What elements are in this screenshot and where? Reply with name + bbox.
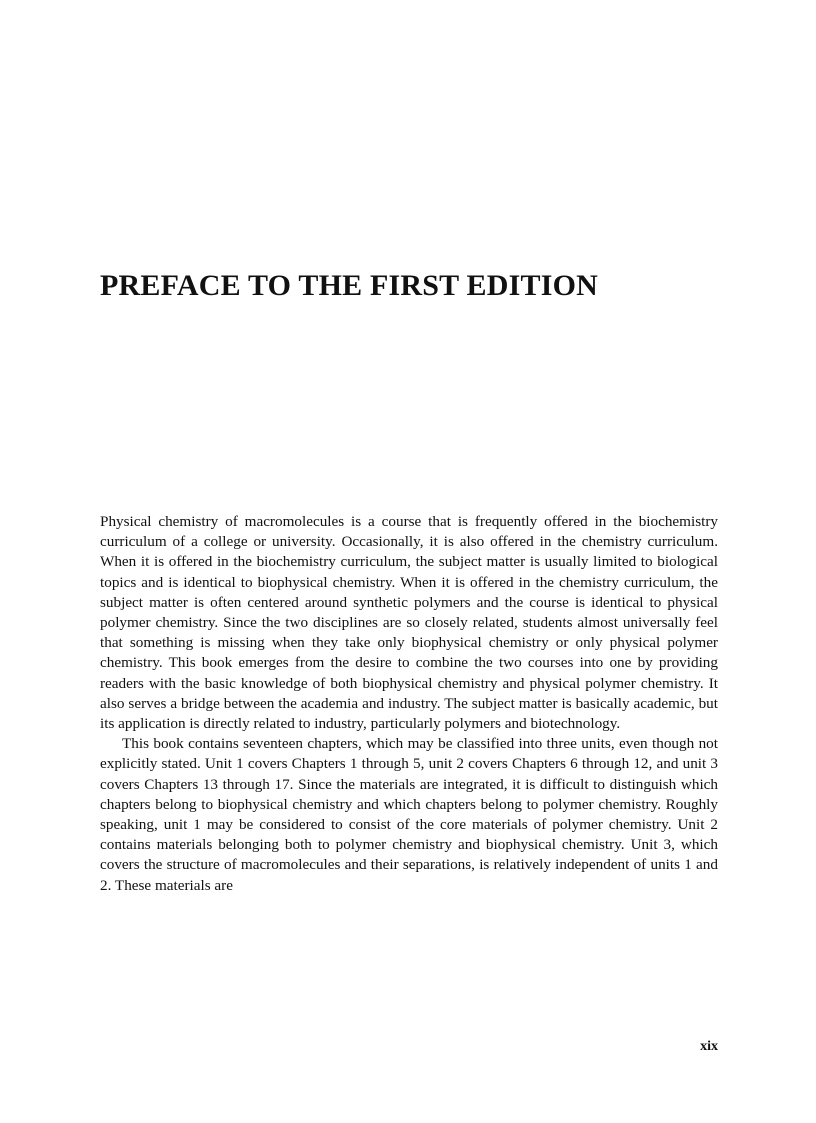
page-title: PREFACE TO THE FIRST EDITION <box>100 269 598 302</box>
paragraph-2: This book contains seventeen chapters, which may be classified into three units, even though not explicitly stated. Unit 1 covers Chapters 1 through 5, unit 2 covers Chapters 6 through 12, and unit 3 covers Chapters 13 through 17. Since the materials are integrated, it is difficult to distinguish which chapters belong to biophysical chemistry and which chapters belong to polymer chemistry. Roughly speaking, unit 1 may be considered to consist of the core materials of polymer chemistry. Unit 2 contains materials belonging both to polymer chemistry and biophysical chemistry. Unit 3, which covers the structure of macromolecules and their separations, is relatively independent of units 1 and 2. These materials are <box>100 735 718 894</box>
paragraph-1: Physical chemistry of macromolecules is a course that is frequently offered in the biochemistry curriculum of a college or university. Occasionally, it is also offered in the chemistry curriculum. When it is offered in the biochemistry curriculum, the subject matter is usually limited to biological topics and is identical to biophysical chemistry. When it is offered in the chemistry curriculum, the subject matter is often centered around synthetic polymers and the course is identical to physical polymer chemistry. Since the two disciplines are so closely related, students almost universally feel that something is missing when they take only biophysical chemistry or only physical polymer chemistry. This book emerges from the desire to combine the two courses into one by providing readers with the basic knowledge of both biophysical chemistry and physical polymer chemistry. It also serves a bridge between the academia and industry. The subject matter is basically academic, but its application is directly related to industry, particularly polymers and biotechnology. <box>100 513 718 733</box>
page-number: xix <box>700 1039 718 1054</box>
preface-body <box>100 512 718 896</box>
